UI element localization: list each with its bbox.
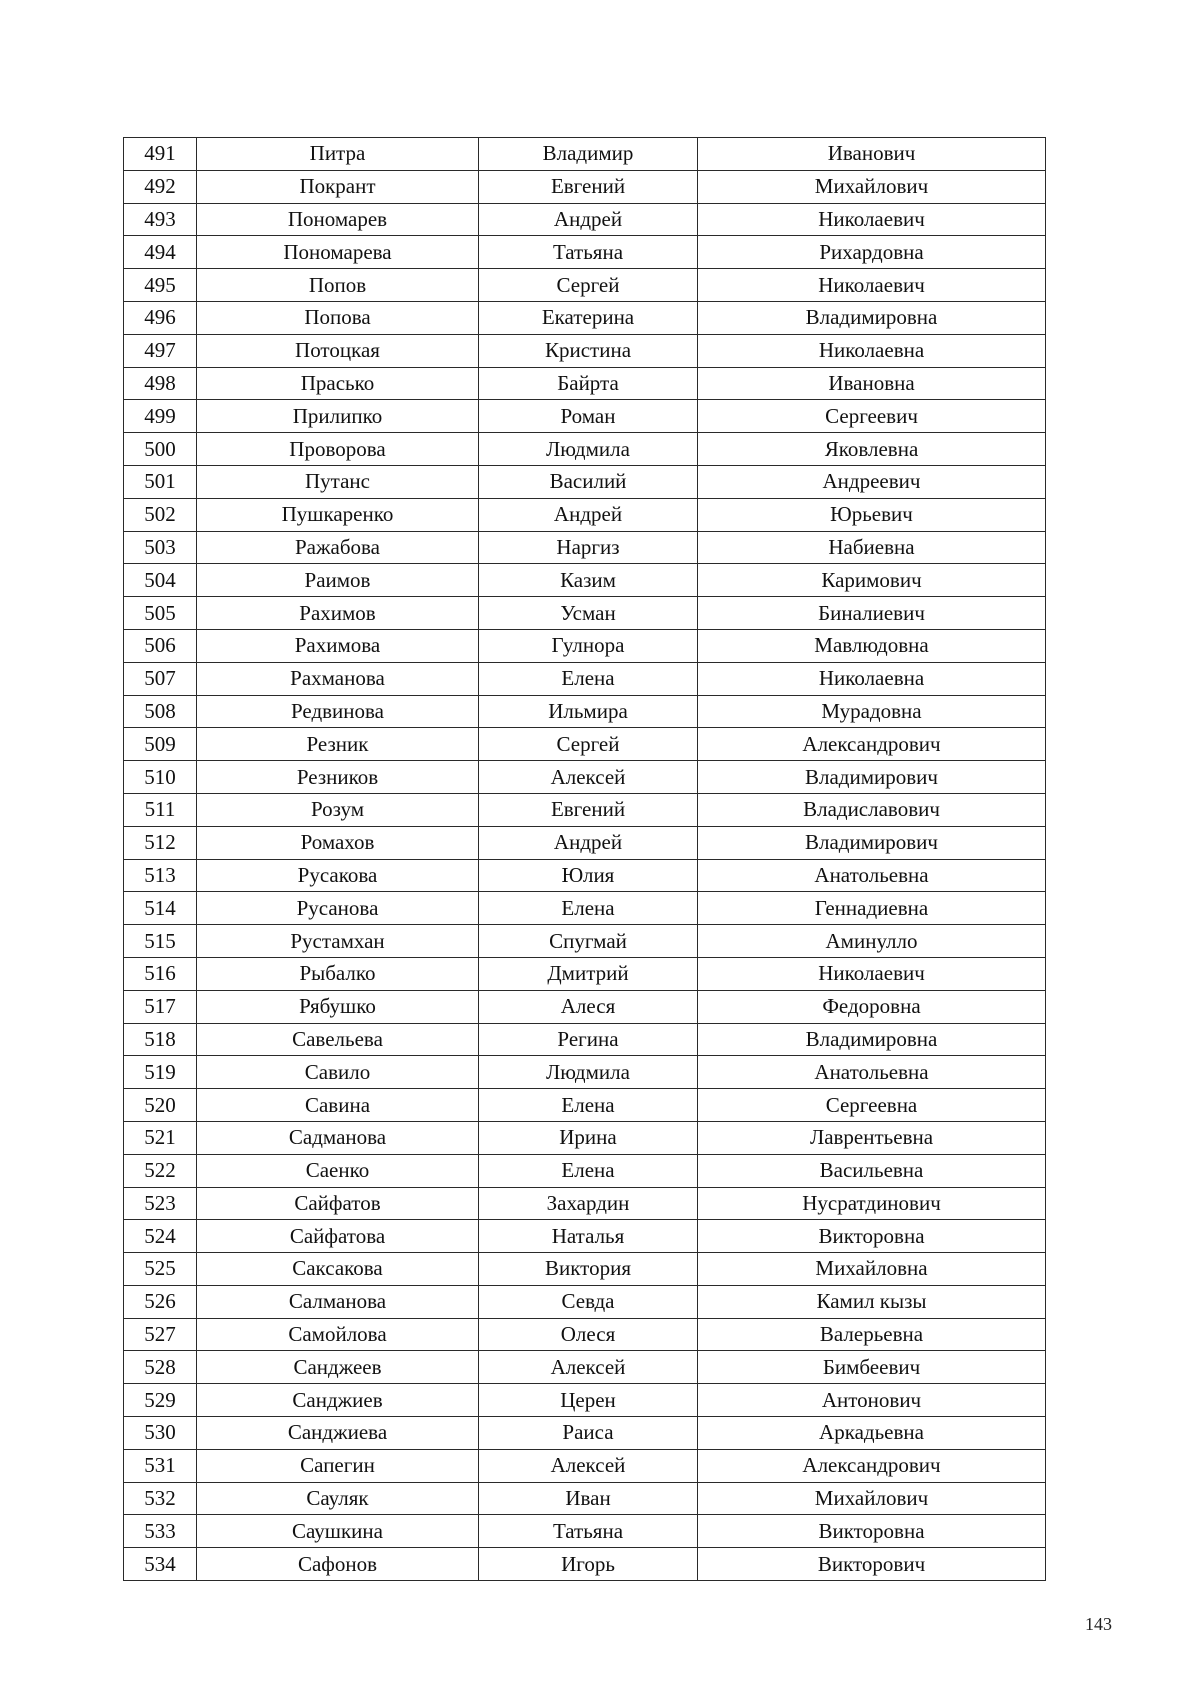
table-row — [124, 170, 1046, 203]
patronymic-cell: Викторович — [698, 1548, 1046, 1581]
row-number-cell: 524 — [124, 1220, 197, 1253]
first-name-cell: Елена — [479, 1089, 698, 1122]
page-number: 143 — [1085, 1614, 1112, 1634]
row-number-cell: 523 — [124, 1187, 197, 1220]
patronymic-cell: Мавлюдовна — [698, 629, 1046, 662]
table-row — [124, 531, 1046, 564]
row-number-cell: 514 — [124, 892, 197, 925]
last-name-cell: Потоцкая — [197, 334, 479, 367]
last-name-cell: Рахимов — [197, 597, 479, 630]
first-name-cell: Татьяна — [479, 1515, 698, 1548]
patronymic-cell: Владиславович — [698, 793, 1046, 826]
row-number-cell: 511 — [124, 793, 197, 826]
row-number-cell: 507 — [124, 662, 197, 695]
first-name-cell: Алеся — [479, 990, 698, 1023]
table-row — [124, 301, 1046, 334]
first-name-cell: Олеся — [479, 1318, 698, 1351]
row-number-cell: 529 — [124, 1384, 197, 1417]
patronymic-cell: Камил кызы — [698, 1285, 1046, 1318]
row-number-cell: 503 — [124, 531, 197, 564]
patronymic-cell: Рихардовна — [698, 236, 1046, 269]
row-number-cell: 531 — [124, 1449, 197, 1482]
row-number-cell: 494 — [124, 236, 197, 269]
row-number-cell: 528 — [124, 1351, 197, 1384]
patronymic-cell: Николаевич — [698, 957, 1046, 990]
last-name-cell: Раимов — [197, 564, 479, 597]
table-row — [124, 203, 1046, 236]
first-name-cell: Екатерина — [479, 301, 698, 334]
patronymic-cell: Биналиевич — [698, 597, 1046, 630]
table-row — [124, 859, 1046, 892]
first-name-cell: Елена — [479, 1154, 698, 1187]
first-name-cell: Иван — [479, 1482, 698, 1515]
row-number-cell: 497 — [124, 334, 197, 367]
first-name-cell: Гулнора — [479, 629, 698, 662]
row-number-cell: 502 — [124, 498, 197, 531]
patronymic-cell: Валерьевна — [698, 1318, 1046, 1351]
patronymic-cell: Геннадиевна — [698, 892, 1046, 925]
first-name-cell: Людмила — [479, 433, 698, 466]
table-row — [124, 597, 1046, 630]
table-row — [124, 1023, 1046, 1056]
table-row — [124, 1318, 1046, 1351]
last-name-cell: Попова — [197, 301, 479, 334]
table-row — [124, 498, 1046, 531]
last-name-cell: Санджиева — [197, 1417, 479, 1450]
table-row — [124, 629, 1046, 662]
row-number-cell: 499 — [124, 400, 197, 433]
patronymic-cell: Михайлович — [698, 1482, 1046, 1515]
last-name-cell: Покрант — [197, 170, 479, 203]
last-name-cell: Рыбалко — [197, 957, 479, 990]
row-number-cell: 521 — [124, 1121, 197, 1154]
last-name-cell: Пономарева — [197, 236, 479, 269]
row-number-cell: 491 — [124, 138, 197, 171]
table-row — [124, 564, 1046, 597]
patronymic-cell: Владимирович — [698, 826, 1046, 859]
first-name-cell: Наргиз — [479, 531, 698, 564]
table-row — [124, 1384, 1046, 1417]
name-list-body — [124, 138, 1046, 1581]
patronymic-cell: Васильевна — [698, 1154, 1046, 1187]
last-name-cell: Салманова — [197, 1285, 479, 1318]
patronymic-cell: Набиевна — [698, 531, 1046, 564]
last-name-cell: Прасько — [197, 367, 479, 400]
row-number-cell: 526 — [124, 1285, 197, 1318]
patronymic-cell: Михайловна — [698, 1253, 1046, 1286]
row-number-cell: 504 — [124, 564, 197, 597]
row-number-cell: 527 — [124, 1318, 197, 1351]
patronymic-cell: Александрович — [698, 1449, 1046, 1482]
table-row — [124, 138, 1046, 171]
row-number-cell: 509 — [124, 728, 197, 761]
table-row — [124, 1351, 1046, 1384]
table-row — [124, 236, 1046, 269]
last-name-cell: Рустамхан — [197, 925, 479, 958]
first-name-cell: Андрей — [479, 203, 698, 236]
table-row — [124, 400, 1046, 433]
table-row — [124, 695, 1046, 728]
row-number-cell: 493 — [124, 203, 197, 236]
last-name-cell: Савина — [197, 1089, 479, 1122]
last-name-cell: Саксакова — [197, 1253, 479, 1286]
patronymic-cell: Иванович — [698, 138, 1046, 171]
table-row — [124, 1449, 1046, 1482]
first-name-cell: Андрей — [479, 498, 698, 531]
first-name-cell: Ирина — [479, 1121, 698, 1154]
first-name-cell: Алексей — [479, 1351, 698, 1384]
first-name-cell: Алексей — [479, 1449, 698, 1482]
patronymic-cell: Аркадьевна — [698, 1417, 1046, 1450]
name-list-table — [123, 137, 1046, 1581]
last-name-cell: Русакова — [197, 859, 479, 892]
patronymic-cell: Андреевич — [698, 465, 1046, 498]
patronymic-cell: Анатольевна — [698, 859, 1046, 892]
table-row — [124, 1220, 1046, 1253]
last-name-cell: Савельева — [197, 1023, 479, 1056]
table-row — [124, 1548, 1046, 1581]
first-name-cell: Церен — [479, 1384, 698, 1417]
first-name-cell: Спугмай — [479, 925, 698, 958]
last-name-cell: Сайфатов — [197, 1187, 479, 1220]
patronymic-cell: Викторовна — [698, 1515, 1046, 1548]
first-name-cell: Ильмира — [479, 695, 698, 728]
table-row — [124, 1285, 1046, 1318]
table-row — [124, 1056, 1046, 1089]
row-number-cell: 516 — [124, 957, 197, 990]
table-row — [124, 269, 1046, 302]
first-name-cell: Евгений — [479, 793, 698, 826]
patronymic-cell: Николаевна — [698, 334, 1046, 367]
patronymic-cell: Федоровна — [698, 990, 1046, 1023]
last-name-cell: Редвинова — [197, 695, 479, 728]
table-row — [124, 1154, 1046, 1187]
patronymic-cell: Ивановна — [698, 367, 1046, 400]
table-row — [124, 1482, 1046, 1515]
patronymic-cell: Николаевич — [698, 269, 1046, 302]
last-name-cell: Санджеев — [197, 1351, 479, 1384]
patronymic-cell: Яковлевна — [698, 433, 1046, 466]
patronymic-cell: Сергеевна — [698, 1089, 1046, 1122]
row-number-cell: 518 — [124, 1023, 197, 1056]
last-name-cell: Попов — [197, 269, 479, 302]
first-name-cell: Казим — [479, 564, 698, 597]
row-number-cell: 517 — [124, 990, 197, 1023]
row-number-cell: 520 — [124, 1089, 197, 1122]
first-name-cell: Владимир — [479, 138, 698, 171]
last-name-cell: Саенко — [197, 1154, 479, 1187]
patronymic-cell: Нусратдинович — [698, 1187, 1046, 1220]
table-row — [124, 1417, 1046, 1450]
table-row — [124, 957, 1046, 990]
first-name-cell: Сергей — [479, 728, 698, 761]
patronymic-cell: Владимировна — [698, 1023, 1046, 1056]
table-row — [124, 1187, 1046, 1220]
row-number-cell: 525 — [124, 1253, 197, 1286]
patronymic-cell: Анатольевна — [698, 1056, 1046, 1089]
row-number-cell: 519 — [124, 1056, 197, 1089]
row-number-cell: 532 — [124, 1482, 197, 1515]
table-row — [124, 1253, 1046, 1286]
last-name-cell: Питра — [197, 138, 479, 171]
row-number-cell: 522 — [124, 1154, 197, 1187]
patronymic-cell: Викторовна — [698, 1220, 1046, 1253]
last-name-cell: Савило — [197, 1056, 479, 1089]
last-name-cell: Сапегин — [197, 1449, 479, 1482]
row-number-cell: 495 — [124, 269, 197, 302]
first-name-cell: Роман — [479, 400, 698, 433]
row-number-cell: 515 — [124, 925, 197, 958]
row-number-cell: 492 — [124, 170, 197, 203]
first-name-cell: Раиса — [479, 1417, 698, 1450]
table-row — [124, 793, 1046, 826]
table-row — [124, 662, 1046, 695]
last-name-cell: Резников — [197, 761, 479, 794]
first-name-cell: Андрей — [479, 826, 698, 859]
first-name-cell: Сергей — [479, 269, 698, 302]
patronymic-cell: Аминулло — [698, 925, 1046, 958]
first-name-cell: Наталья — [479, 1220, 698, 1253]
table-row — [124, 1089, 1046, 1122]
first-name-cell: Алексей — [479, 761, 698, 794]
last-name-cell: Пушкаренко — [197, 498, 479, 531]
last-name-cell: Рябушко — [197, 990, 479, 1023]
patronymic-cell: Юрьевич — [698, 498, 1046, 531]
table-row — [124, 761, 1046, 794]
row-number-cell: 534 — [124, 1548, 197, 1581]
patronymic-cell: Николаевна — [698, 662, 1046, 695]
row-number-cell: 508 — [124, 695, 197, 728]
first-name-cell: Байрта — [479, 367, 698, 400]
row-number-cell: 530 — [124, 1417, 197, 1450]
row-number-cell: 533 — [124, 1515, 197, 1548]
patronymic-cell: Владимировна — [698, 301, 1046, 334]
last-name-cell: Сауляк — [197, 1482, 479, 1515]
last-name-cell: Резник — [197, 728, 479, 761]
row-number-cell: 513 — [124, 859, 197, 892]
last-name-cell: Садманова — [197, 1121, 479, 1154]
last-name-cell: Рахманова — [197, 662, 479, 695]
patronymic-cell: Мурадовна — [698, 695, 1046, 728]
row-number-cell: 498 — [124, 367, 197, 400]
table-row — [124, 1121, 1046, 1154]
table-row — [124, 433, 1046, 466]
row-number-cell: 506 — [124, 629, 197, 662]
table-row — [124, 465, 1046, 498]
patronymic-cell: Николаевич — [698, 203, 1046, 236]
patronymic-cell: Михайлович — [698, 170, 1046, 203]
table-row — [124, 892, 1046, 925]
last-name-cell: Русанова — [197, 892, 479, 925]
row-number-cell: 500 — [124, 433, 197, 466]
patronymic-cell: Сергеевич — [698, 400, 1046, 433]
last-name-cell: Рахимова — [197, 629, 479, 662]
first-name-cell: Елена — [479, 662, 698, 695]
last-name-cell: Самойлова — [197, 1318, 479, 1351]
row-number-cell: 501 — [124, 465, 197, 498]
first-name-cell: Захардин — [479, 1187, 698, 1220]
first-name-cell: Василий — [479, 465, 698, 498]
last-name-cell: Ромахов — [197, 826, 479, 859]
last-name-cell: Путанс — [197, 465, 479, 498]
patronymic-cell: Каримович — [698, 564, 1046, 597]
last-name-cell: Проворова — [197, 433, 479, 466]
table-row — [124, 334, 1046, 367]
table-row — [124, 728, 1046, 761]
patronymic-cell: Бимбеевич — [698, 1351, 1046, 1384]
first-name-cell: Дмитрий — [479, 957, 698, 990]
last-name-cell: Ражабова — [197, 531, 479, 564]
first-name-cell: Юлия — [479, 859, 698, 892]
row-number-cell: 496 — [124, 301, 197, 334]
first-name-cell: Игорь — [479, 1548, 698, 1581]
first-name-cell: Людмила — [479, 1056, 698, 1089]
patronymic-cell: Александрович — [698, 728, 1046, 761]
patronymic-cell: Лаврентьевна — [698, 1121, 1046, 1154]
row-number-cell: 505 — [124, 597, 197, 630]
table-row — [124, 826, 1046, 859]
table-row — [124, 990, 1046, 1023]
last-name-cell: Сайфатова — [197, 1220, 479, 1253]
last-name-cell: Пономарев — [197, 203, 479, 236]
first-name-cell: Евгений — [479, 170, 698, 203]
table-row — [124, 925, 1046, 958]
first-name-cell: Севда — [479, 1285, 698, 1318]
first-name-cell: Регина — [479, 1023, 698, 1056]
row-number-cell: 512 — [124, 826, 197, 859]
first-name-cell: Кристина — [479, 334, 698, 367]
patronymic-cell: Владимирович — [698, 761, 1046, 794]
last-name-cell: Саушкина — [197, 1515, 479, 1548]
first-name-cell: Усман — [479, 597, 698, 630]
last-name-cell: Сафонов — [197, 1548, 479, 1581]
table-row — [124, 1515, 1046, 1548]
first-name-cell: Татьяна — [479, 236, 698, 269]
patronymic-cell: Антонович — [698, 1384, 1046, 1417]
last-name-cell: Санджиев — [197, 1384, 479, 1417]
table-row — [124, 367, 1046, 400]
first-name-cell: Елена — [479, 892, 698, 925]
row-number-cell: 510 — [124, 761, 197, 794]
last-name-cell: Розум — [197, 793, 479, 826]
last-name-cell: Прилипко — [197, 400, 479, 433]
first-name-cell: Виктория — [479, 1253, 698, 1286]
